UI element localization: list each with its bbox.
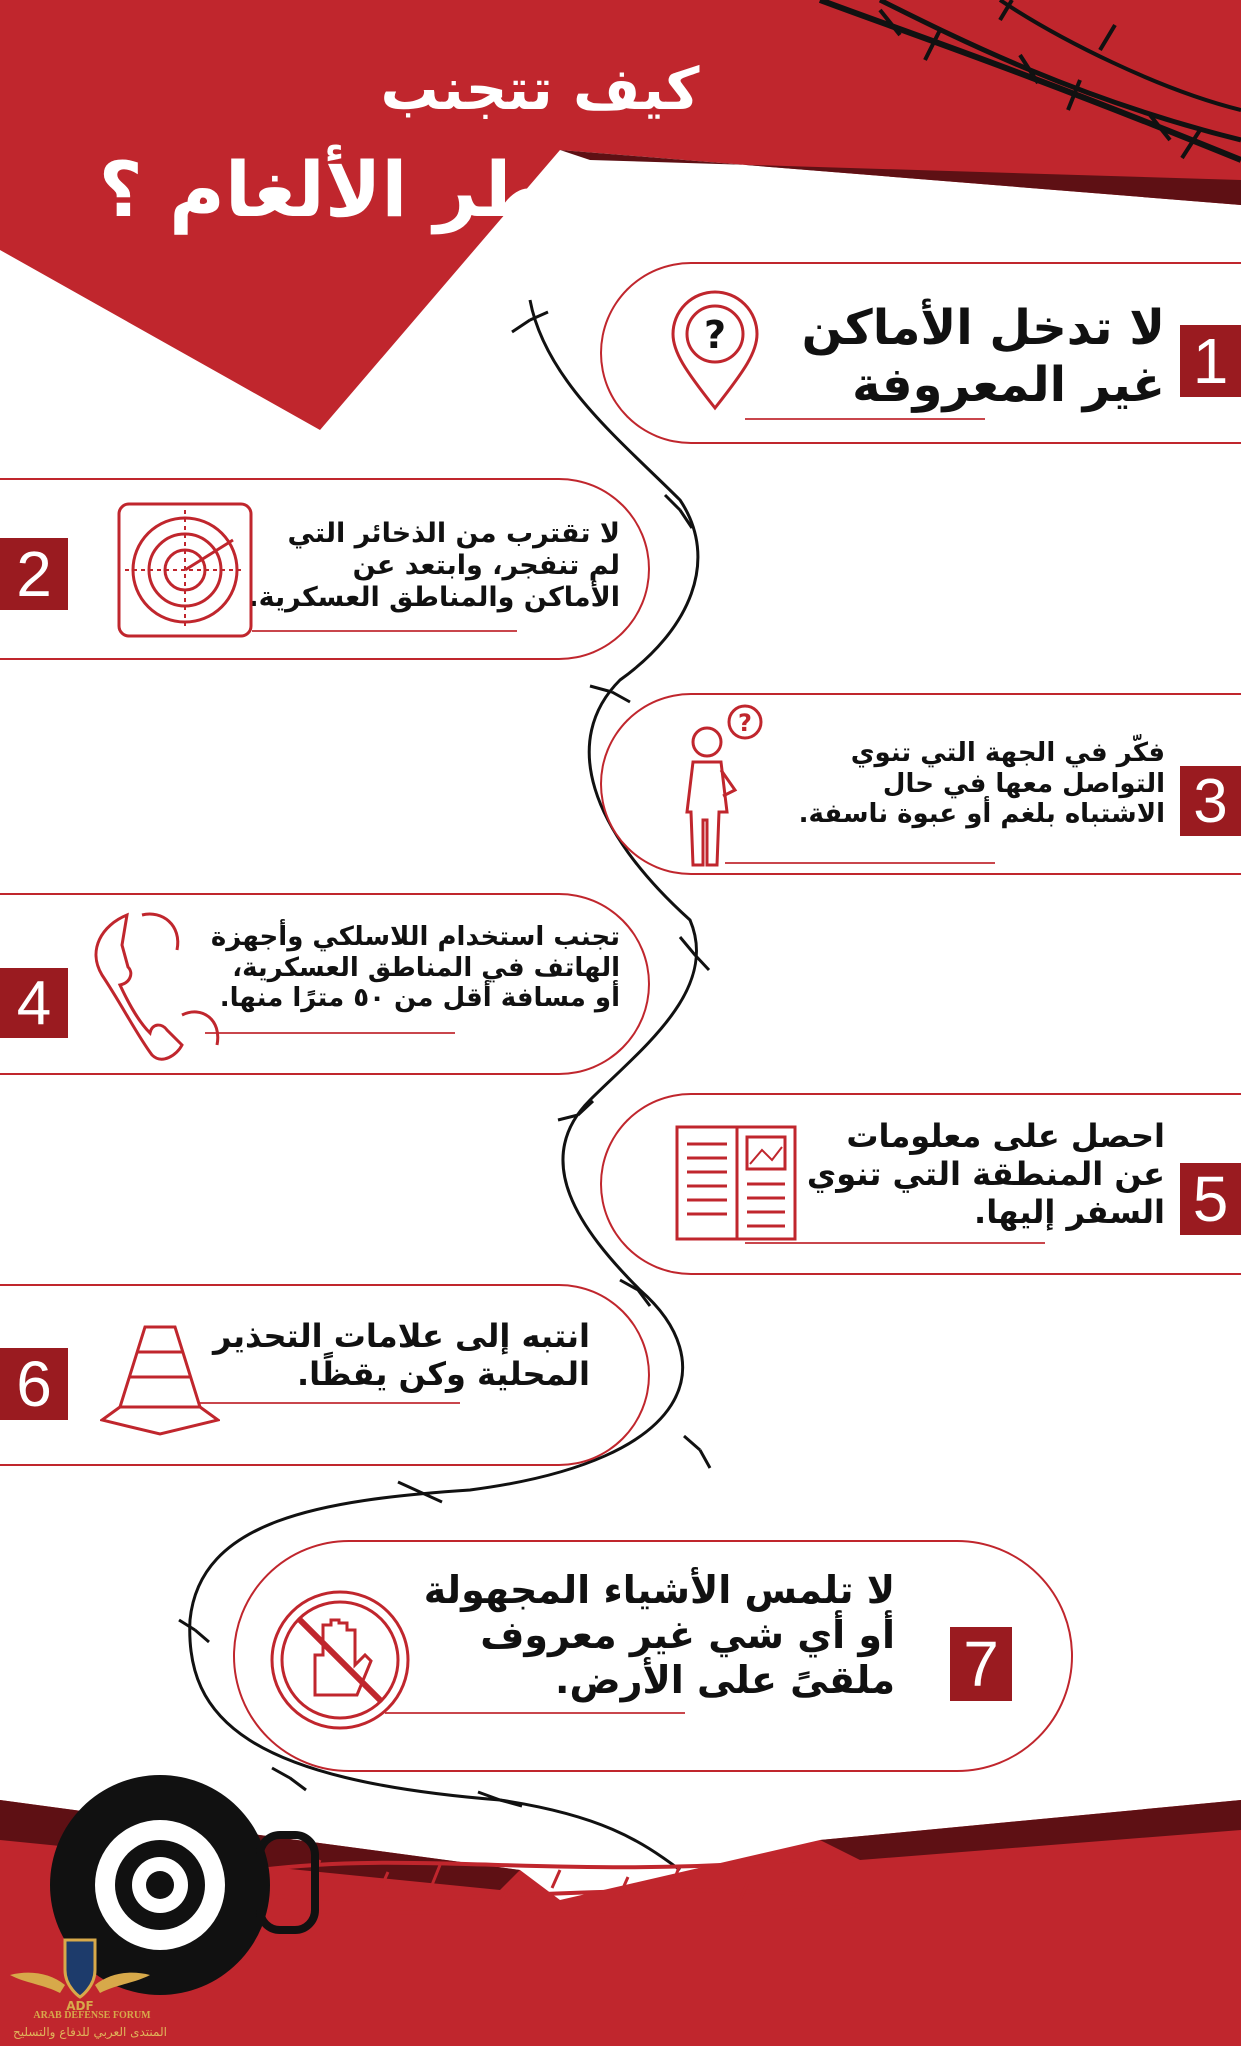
tip-5-line-1: احصل على معلومات xyxy=(846,1117,1165,1155)
tip-5-line-3: السفر إليها. xyxy=(974,1192,1165,1231)
tip-4-underline xyxy=(205,1032,455,1034)
watermark-logo xyxy=(0,1925,170,2046)
tip-7-underline xyxy=(385,1712,685,1714)
tip-5-line-2: عن المنطقة التي تنوي xyxy=(806,1154,1165,1193)
tip-1-line-2: غير المعروفة xyxy=(852,356,1165,413)
no-touch-hand-icon xyxy=(265,1585,415,1735)
watermark-arabic: المنتدى العربي للدفاع والتسليح xyxy=(13,2025,167,2039)
traffic-cone-icon xyxy=(100,1322,220,1437)
tip-2-underline xyxy=(252,630,517,632)
tip-7-line-1: لا تلمس الأشياء المجهولة xyxy=(423,1568,895,1612)
tip-text-2 xyxy=(248,518,620,614)
brochure-icon xyxy=(672,1122,802,1247)
tip-text-7 xyxy=(395,1568,895,1702)
thinking-person-icon xyxy=(675,700,775,870)
tip-7-line-3: ملقىً على الأرض. xyxy=(555,1657,895,1702)
tip-2-line-1: لا تقترب من الذخائر التي xyxy=(287,518,620,549)
tip-1-underline xyxy=(745,418,985,420)
tip-number-4: 4 xyxy=(0,968,68,1038)
tip-number-6: 6 xyxy=(0,1348,68,1420)
tip-6-line-2: المحلية وكن يقظًا. xyxy=(297,1354,590,1393)
tip-3-line-1: فكّر في الجهة التي تنوي xyxy=(850,738,1165,768)
tip-3-line-3: الاشتباه بلغم أو عبوة ناسفة. xyxy=(798,799,1165,830)
tip-number-1: 1 xyxy=(1180,325,1241,397)
tip-number-3: 3 xyxy=(1180,766,1241,836)
tip-6-line-1: انتبه إلى علامات التحذير xyxy=(213,1317,590,1355)
svg-text:?: ? xyxy=(703,313,727,357)
phone-icon xyxy=(82,905,232,1065)
title-line-1: كيف تتجنب xyxy=(380,55,700,123)
tip-text-6 xyxy=(213,1317,590,1394)
shield-wings-icon xyxy=(0,1925,170,2015)
radar-icon xyxy=(115,500,255,640)
tip-2-line-3: الأماكن والمناطق العسكرية. xyxy=(248,581,620,613)
tip-4-line-2: الهاتف في المناطق العسكرية، xyxy=(232,952,620,983)
tip-number-5: 5 xyxy=(1180,1163,1241,1235)
watermark-english: ARAB DEFENSE FORUM xyxy=(33,2010,151,2021)
tip-text-5 xyxy=(800,1118,1165,1231)
tip-text-1 xyxy=(780,300,1165,413)
tip-6-underline xyxy=(200,1402,460,1404)
location-question-icon xyxy=(665,290,765,420)
svg-text:ADF: ADF xyxy=(66,1999,94,2013)
tip-7-line-2: أو أي شي غير معروف xyxy=(480,1612,895,1657)
tip-3-line-2: التواصل معها في حال xyxy=(882,768,1165,799)
tip-4-line-1: تجنب استخدام اللاسلكي وأجهزة xyxy=(210,922,620,952)
title-line-2: خطر الألغام ؟ xyxy=(98,145,610,234)
tip-text-4 xyxy=(205,922,620,1014)
tip-number-7: 7 xyxy=(950,1627,1012,1701)
tip-2-line-2: لم تنفجر، وابتعد عن xyxy=(352,549,620,581)
tip-1-line-1: لا تدخل الأماكن xyxy=(801,300,1165,356)
tip-text-3 xyxy=(780,738,1165,830)
tip-number-2: 2 xyxy=(0,538,68,610)
tip-4-line-3: أو مسافة أقل من ٥٠ مترًا منها. xyxy=(219,983,620,1014)
svg-text:?: ? xyxy=(738,709,752,737)
